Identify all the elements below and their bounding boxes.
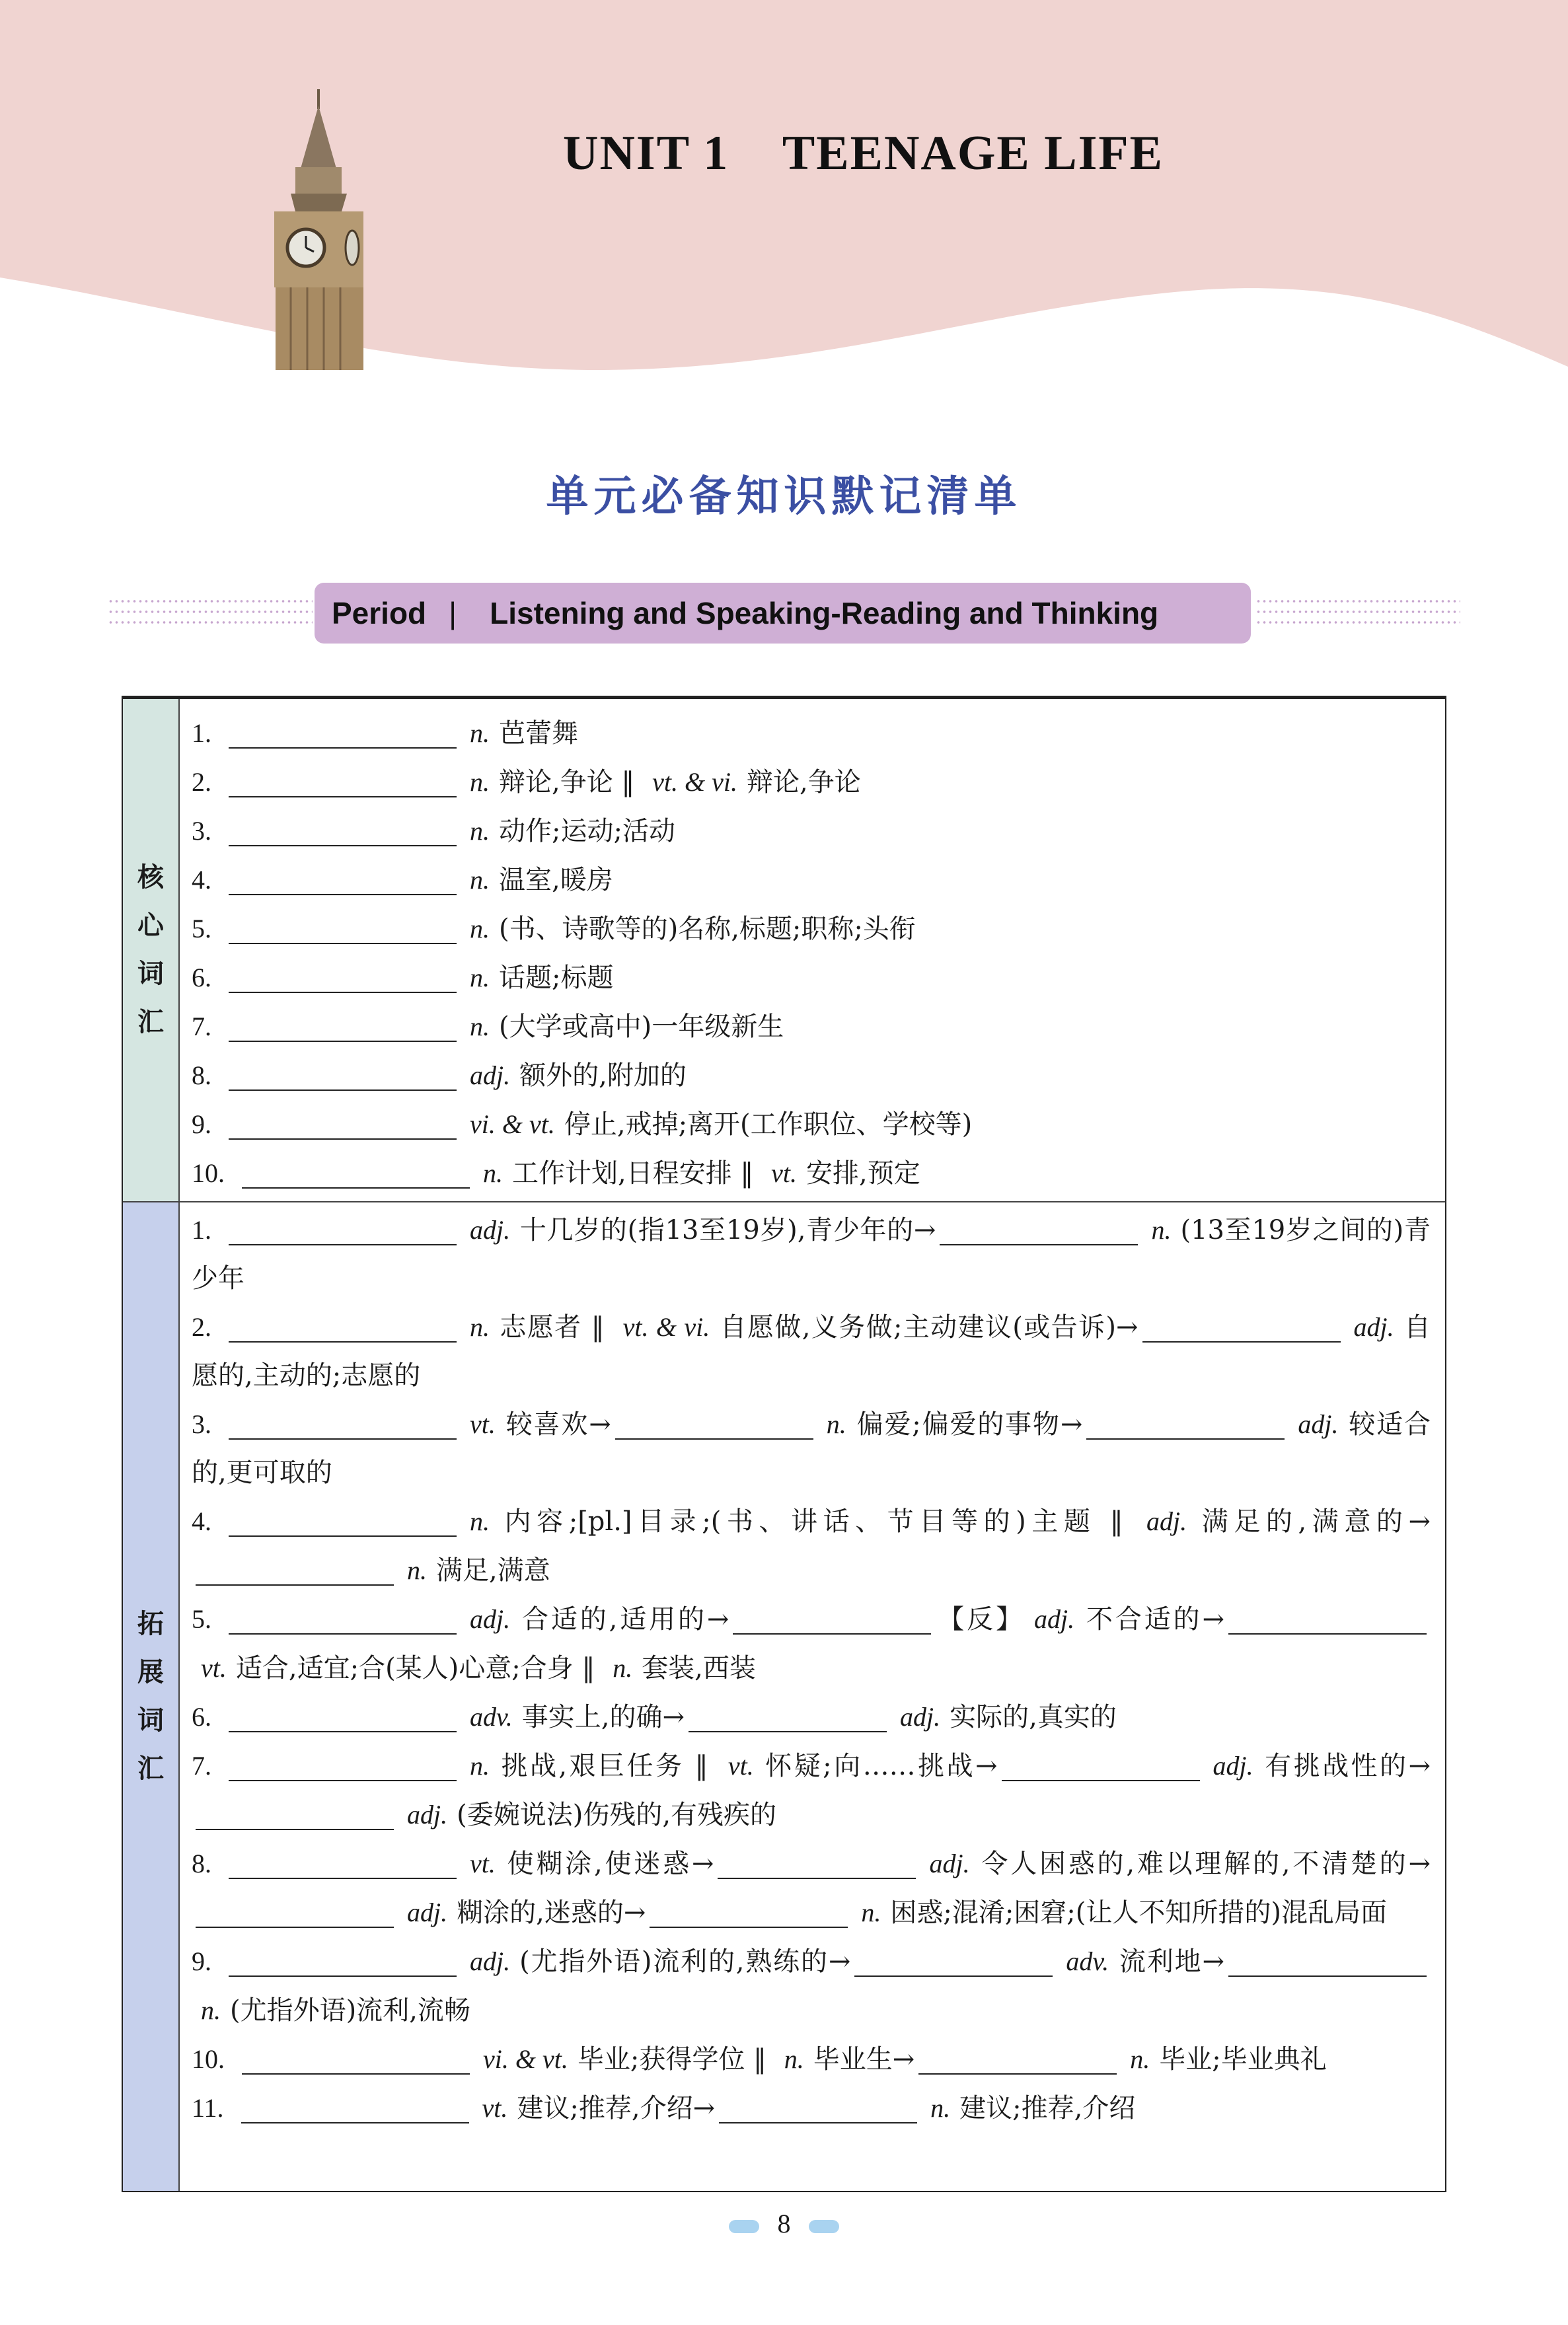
header-wave-background xyxy=(0,0,1568,383)
definition-text: (13至19岁之间的)青少年 xyxy=(192,1215,1431,1294)
definition-text: 毕业生→ xyxy=(813,2044,915,2075)
part-of-speech: adj. xyxy=(1353,1312,1394,1342)
part-of-speech: vi. & vt. xyxy=(470,1109,555,1139)
definition-text: (委婉说法)伤残的,有残疾的 xyxy=(457,1800,777,1830)
part-of-speech: n. xyxy=(470,1012,490,1041)
definition-text: 话题;标题 xyxy=(499,963,614,993)
vocab-item xyxy=(192,1303,1431,1400)
part-of-speech: n. xyxy=(861,1898,881,1927)
answer-blank[interactable] xyxy=(229,1506,457,1537)
item-number: 9. xyxy=(192,1946,211,1976)
answer-blank[interactable] xyxy=(229,914,457,944)
vocab-item xyxy=(192,758,1431,807)
part-of-speech: adj. xyxy=(900,1702,941,1732)
vocab-item xyxy=(192,1497,1431,1595)
definition-text: 工作计划,日程安排 ‖ xyxy=(512,1158,763,1189)
answer-blank[interactable] xyxy=(229,1751,457,1781)
definition-text: 十几岁的(指13至19岁),青少年的→ xyxy=(519,1215,936,1245)
part-of-speech: n. xyxy=(201,1995,221,2025)
vocab-item xyxy=(192,953,1431,1002)
definition-text: 满足,满意 xyxy=(436,1555,550,1586)
answer-blank[interactable] xyxy=(229,1012,457,1042)
answer-blank[interactable] xyxy=(615,1409,813,1440)
definition-text: 使糊涂,使迷惑→ xyxy=(504,1849,714,1879)
item-number: 4. xyxy=(192,865,211,895)
vocabulary-table xyxy=(122,696,1446,2192)
answer-blank[interactable] xyxy=(196,1555,394,1586)
item-number: 5. xyxy=(192,914,211,943)
definition-text: 内容;[pl.]目录;(书、讲话、节目等的)主题 ‖ xyxy=(499,1506,1138,1537)
vocab-item xyxy=(192,1595,1431,1693)
label-char: 词 xyxy=(137,1705,164,1736)
part-of-speech: n. xyxy=(483,1158,503,1188)
part-of-speech: adj. xyxy=(470,1215,511,1245)
answer-blank[interactable] xyxy=(229,1409,457,1440)
answer-blank[interactable] xyxy=(918,2044,1117,2075)
definition-text: 合适的,适用的→ xyxy=(519,1604,729,1635)
part-of-speech: n. xyxy=(470,1312,490,1342)
vocab-item xyxy=(192,1937,1431,2035)
definition-text: 毕业;毕业典礼 xyxy=(1159,2044,1327,2075)
part-of-speech: adj. xyxy=(1033,1604,1075,1634)
part-of-speech: n. xyxy=(613,1653,633,1683)
definition-text: 安排,预定 xyxy=(806,1158,920,1189)
answer-blank[interactable] xyxy=(229,1946,457,1977)
definition-text: 令人困惑的,难以理解的,不清楚的→ xyxy=(979,1849,1431,1879)
definition-text: 流利地→ xyxy=(1118,1946,1224,1977)
vocab-item xyxy=(192,1051,1431,1100)
definition-text: 建议;推荐,介绍 xyxy=(959,2093,1136,2123)
decorative-dots-right xyxy=(1255,596,1460,632)
answer-blank[interactable] xyxy=(229,865,457,895)
part-of-speech: adj. xyxy=(470,1946,511,1976)
item-number: 4. xyxy=(192,1506,211,1536)
part-of-speech: vt. xyxy=(771,1158,798,1188)
definition-text: 糊涂的,迷惑的→ xyxy=(457,1898,646,1928)
vocab-item xyxy=(192,1742,1431,1839)
definition-text: 动作;运动;活动 xyxy=(499,816,675,846)
answer-blank[interactable] xyxy=(242,1158,470,1189)
vocab-item xyxy=(192,1400,1431,1497)
answer-blank[interactable] xyxy=(229,1109,457,1140)
part-of-speech: adj. xyxy=(1146,1506,1187,1536)
page-number: 8 xyxy=(777,2209,791,2238)
label-char: 汇 xyxy=(137,1007,164,1037)
definition-text: (书、诗歌等的)名称,标题;职称;头衔 xyxy=(499,914,916,944)
answer-blank[interactable] xyxy=(229,1060,457,1091)
core-vocabulary-section xyxy=(123,699,1445,1202)
definition-text: (尤指外语)流利的,熟练的→ xyxy=(519,1946,851,1977)
definition-text: 芭蕾舞 xyxy=(499,718,578,749)
item-number: 2. xyxy=(192,1312,211,1342)
answer-blank[interactable] xyxy=(229,1215,457,1245)
definition-text: 停止,戒掉;离开(工作职位、学校等) xyxy=(564,1109,973,1140)
answer-blank[interactable] xyxy=(229,1604,457,1635)
item-number: 1. xyxy=(192,718,211,748)
part-of-speech: vt. & vi. xyxy=(622,1312,710,1342)
item-number: 2. xyxy=(192,767,211,797)
extended-vocabulary-section xyxy=(123,1202,1445,2191)
answer-blank[interactable] xyxy=(229,718,457,749)
definition-text: 较适合的,更可取的 xyxy=(192,1409,1431,1488)
answer-blank[interactable] xyxy=(196,1800,394,1830)
part-of-speech: n. xyxy=(784,2044,804,2074)
item-number: 7. xyxy=(192,1751,211,1781)
part-of-speech: n. xyxy=(470,914,490,943)
item-number: 8. xyxy=(192,1060,211,1090)
definition-text: 较喜欢→ xyxy=(504,1409,611,1440)
part-of-speech: vt. & vi. xyxy=(652,767,738,797)
vocab-item xyxy=(192,856,1431,904)
part-of-speech: adj. xyxy=(407,1898,448,1927)
item-number: 11. xyxy=(192,2093,224,2123)
definition-text: 套装,西装 xyxy=(642,1653,756,1683)
vocab-item xyxy=(192,904,1431,953)
definition-text: 额外的,附加的 xyxy=(519,1060,687,1091)
label-char: 心 xyxy=(137,910,164,941)
period-label: Period xyxy=(332,596,427,630)
part-of-speech: adj. xyxy=(470,1604,511,1634)
answer-blank[interactable] xyxy=(940,1215,1138,1245)
definition-text: 自愿做,义务做;主动建议(或告诉)→ xyxy=(719,1312,1139,1343)
vocab-item xyxy=(192,2084,1431,2133)
vocab-item xyxy=(192,1100,1431,1149)
item-number: 1. xyxy=(192,1215,211,1245)
item-number: 3. xyxy=(192,1409,211,1439)
part-of-speech: n. xyxy=(407,1555,427,1585)
period-banner xyxy=(315,583,1251,644)
part-of-speech: n. xyxy=(1130,2044,1150,2074)
definition-text: 辩论,争论 xyxy=(747,767,861,797)
vocab-item xyxy=(192,1149,1431,1198)
vocab-item xyxy=(192,709,1431,758)
answer-blank[interactable] xyxy=(241,2093,469,2123)
part-of-speech: n. xyxy=(470,718,490,748)
part-of-speech: n. xyxy=(470,1751,490,1781)
item-number: 3. xyxy=(192,816,211,846)
part-of-speech: n. xyxy=(470,1506,490,1536)
definition-text: 挑战,艰巨任务 ‖ xyxy=(499,1751,719,1781)
definition-text: 建议;推荐,介绍→ xyxy=(517,2093,716,2123)
part-of-speech: n. xyxy=(470,865,490,895)
answer-blank[interactable] xyxy=(854,1946,1053,1977)
part-of-speech: vt. xyxy=(470,1849,496,1878)
core-vocabulary-list xyxy=(192,709,1431,1198)
answer-blank[interactable] xyxy=(1002,1751,1200,1781)
definition-text: (大学或高中)一年级新生 xyxy=(499,1012,784,1042)
answer-blank[interactable] xyxy=(229,1312,457,1343)
definition-text: 怀疑;向……挑战→ xyxy=(763,1751,998,1781)
core-vocabulary-label xyxy=(123,699,180,1201)
part-of-speech: n. xyxy=(826,1409,846,1439)
definition-text: 温室,暖房 xyxy=(499,865,613,895)
definition-text: 有挑战性的→ xyxy=(1262,1751,1431,1781)
label-char: 拓 xyxy=(137,1609,164,1639)
answer-blank[interactable] xyxy=(229,1702,457,1732)
definition-text: 困惑;混淆;困窘;(让人不知所措的)混乱局面 xyxy=(890,1898,1387,1928)
part-of-speech: vi. & vt. xyxy=(483,2044,568,2074)
definition-text: 不合适的→ xyxy=(1084,1604,1225,1635)
vocab-item xyxy=(192,1839,1431,1937)
unit-title: UNIT 1 TEENAGE LIFE xyxy=(563,126,1164,180)
definition-text: 志愿者 ‖ xyxy=(499,1312,614,1343)
part-of-speech: adv. xyxy=(1066,1946,1109,1976)
item-number: 10. xyxy=(192,1158,225,1188)
part-of-speech: n. xyxy=(1151,1215,1172,1245)
item-number: 9. xyxy=(192,1109,211,1139)
answer-blank[interactable] xyxy=(1228,1604,1427,1635)
label-char: 汇 xyxy=(137,1753,164,1784)
part-of-speech: vt. xyxy=(728,1751,754,1781)
definition-text: 适合,适宜;合(某人)心意;合身 ‖ xyxy=(235,1653,604,1683)
extended-vocabulary-list xyxy=(192,1206,1431,2133)
part-of-speech: adv. xyxy=(470,1702,513,1732)
part-of-speech: vt. xyxy=(470,1409,496,1439)
answer-blank[interactable] xyxy=(650,1898,848,1928)
definition-text: 实际的,真实的 xyxy=(950,1702,1117,1732)
period-separator: | xyxy=(449,596,457,630)
vocab-item xyxy=(192,1002,1431,1051)
label-char: 核 xyxy=(137,862,164,893)
vocab-item xyxy=(192,2035,1431,2084)
answer-blank[interactable] xyxy=(229,1849,457,1879)
item-number: 6. xyxy=(192,1702,211,1732)
definition-text: (尤指外语)流利,流畅 xyxy=(230,1995,470,2026)
answer-blank[interactable] xyxy=(1142,1312,1341,1343)
definition-text: 毕业;获得学位 ‖ xyxy=(577,2044,775,2075)
part-of-speech: n. xyxy=(470,767,490,797)
vocab-item xyxy=(192,807,1431,856)
part-of-speech: n. xyxy=(930,2093,951,2123)
item-number: 6. xyxy=(192,963,211,992)
part-of-speech: vt. xyxy=(201,1653,227,1683)
item-number: 5. xyxy=(192,1604,211,1634)
answer-blank[interactable] xyxy=(1086,1409,1285,1440)
part-of-speech: n. xyxy=(470,816,490,846)
part-of-speech: adj. xyxy=(407,1800,448,1829)
answer-blank[interactable] xyxy=(719,2093,917,2123)
part-of-speech: vt. xyxy=(482,2093,508,2123)
answer-blank[interactable] xyxy=(229,816,457,846)
part-of-speech: n. xyxy=(470,963,490,992)
definition-text: 【反】 xyxy=(935,1604,1025,1635)
item-number: 8. xyxy=(192,1849,211,1878)
decorative-dots-left xyxy=(108,596,313,632)
answer-blank[interactable] xyxy=(229,963,457,993)
part-of-speech: adj. xyxy=(1298,1409,1339,1439)
answer-blank[interactable] xyxy=(242,2044,470,2075)
label-char: 展 xyxy=(137,1657,164,1687)
definition-text: 辩论,争论 ‖ xyxy=(499,767,644,797)
part-of-speech: adj. xyxy=(1213,1751,1253,1781)
period-name: Listening and Speaking-Reading and Thinking xyxy=(490,596,1159,630)
section-title: 单元必备知识默记清单 xyxy=(546,472,1022,521)
answer-blank[interactable] xyxy=(229,767,457,797)
extended-vocabulary-label xyxy=(123,1202,180,2191)
answer-blank[interactable] xyxy=(733,1604,931,1635)
answer-blank[interactable] xyxy=(718,1849,916,1879)
definition-text: 满足的,满意的→ xyxy=(1196,1506,1431,1537)
part-of-speech: adj. xyxy=(929,1849,970,1878)
label-char: 词 xyxy=(137,959,164,989)
vocab-item xyxy=(192,1206,1431,1303)
vocab-item xyxy=(192,1693,1431,1742)
answer-blank[interactable] xyxy=(689,1702,887,1732)
answer-blank[interactable] xyxy=(1228,1946,1427,1977)
part-of-speech: adj. xyxy=(470,1060,511,1090)
item-number: 10. xyxy=(192,2044,225,2074)
definition-text: 事实上,的确→ xyxy=(521,1702,685,1732)
definition-text: 自愿的,主动的;志愿的 xyxy=(192,1312,1431,1391)
definition-text: 偏爱;偏爱的事物→ xyxy=(855,1409,1083,1440)
item-number: 7. xyxy=(192,1012,211,1041)
answer-blank[interactable] xyxy=(196,1898,394,1928)
